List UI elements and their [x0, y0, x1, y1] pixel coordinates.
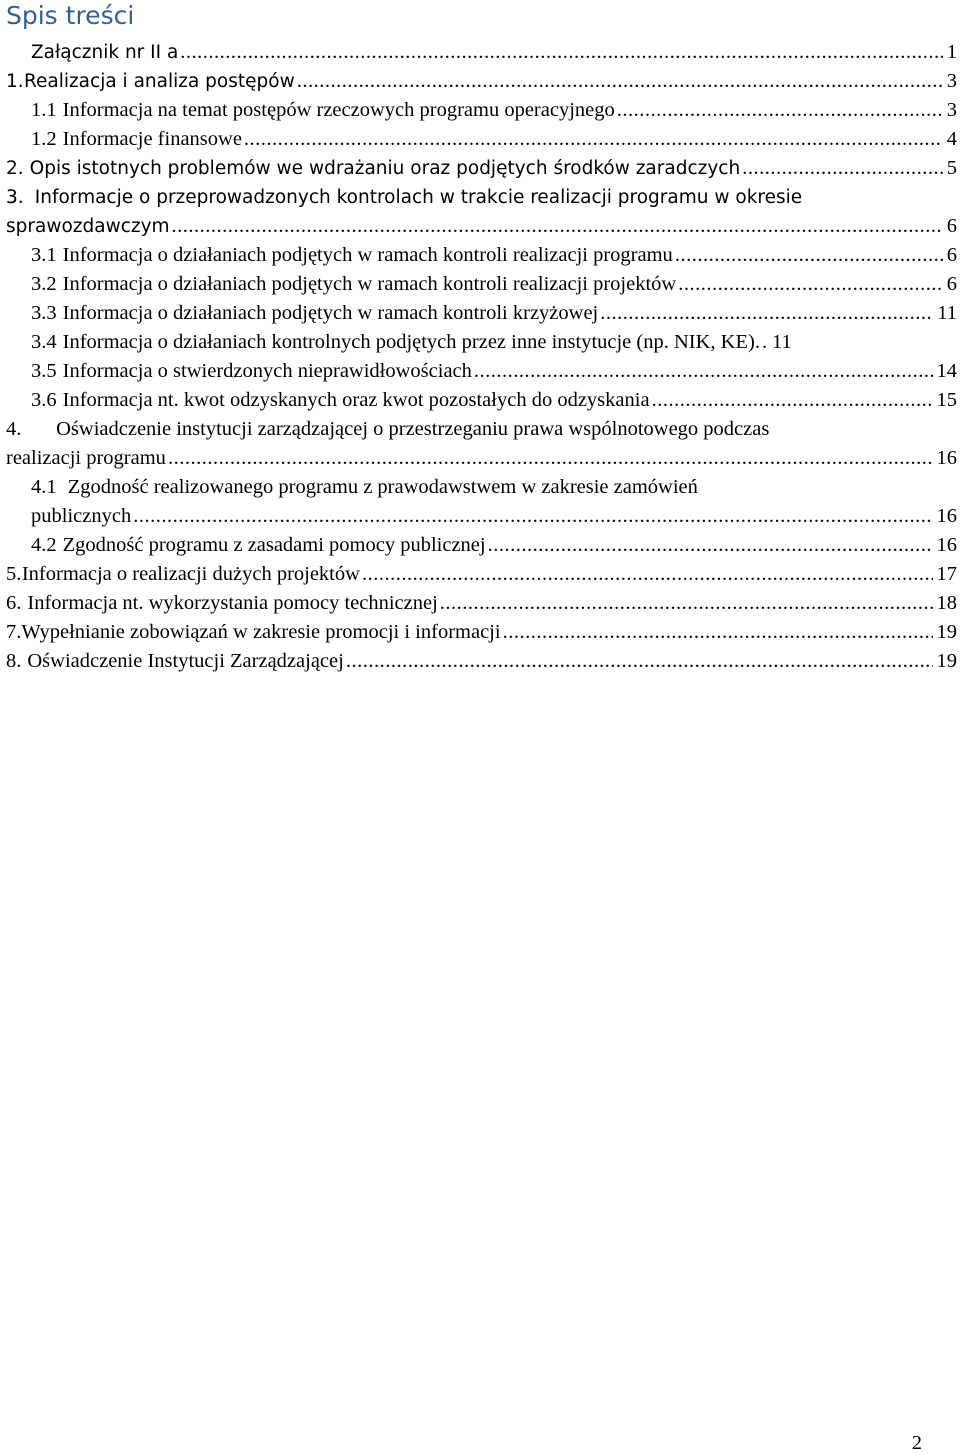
toc-entry-number: 6. [6, 592, 22, 614]
toc-leader-dots [440, 589, 933, 618]
toc-entry-1-1[interactable] [0, 96, 960, 125]
toc-leader-dots [172, 212, 943, 241]
toc-entry-number: 8. [6, 650, 22, 672]
toc-entry-number: 4.2 [31, 534, 57, 556]
toc-entry-number: 1.1 [31, 99, 57, 121]
toc-leader-dots [180, 38, 942, 67]
toc-leader-dots [168, 444, 933, 473]
toc-entry-text: Informacje finansowe [62, 128, 242, 150]
toc-leader-dots [652, 386, 933, 415]
footer-page-number: 2 [911, 1432, 922, 1454]
toc-entry-text: Wypełnianie zobowiązań w zakresie promocji i informacji [21, 621, 501, 643]
toc-entry-2[interactable] [0, 154, 960, 183]
toc-entry-3[interactable] [0, 183, 960, 241]
toc-entry-number: 7. [6, 621, 22, 643]
toc-leader-dots [600, 299, 933, 328]
toc-leader-dots [742, 154, 943, 183]
toc-entry-7[interactable] [0, 618, 960, 647]
toc-page-number: 16 [936, 505, 957, 527]
toc-entry-number: 3.2 [31, 273, 57, 295]
toc-entry-number: 4.1 [31, 476, 57, 498]
toc-page-number: 3 [946, 70, 957, 92]
toc-leader-dots [488, 531, 933, 560]
toc-leader-dots [297, 67, 943, 96]
toc-leader-dots [362, 560, 933, 589]
toc-entry-number: 3.5 [31, 360, 57, 382]
toc-entry-text: Realizacja i analiza postępów [23, 71, 295, 92]
toc-entry-text: Informacja nt. wykorzystania pomocy technicznej [27, 592, 438, 614]
toc-entry-text: Informacja o działaniach podjętych w ramach kontroli realizacji projektów [62, 273, 677, 295]
toc-entry-3-2[interactable] [0, 270, 960, 299]
toc-page-number: 3 [946, 99, 957, 121]
toc-page-number: 1 [946, 41, 957, 63]
toc-entry-text: Informacja o działaniach kontrolnych podjętych przez inne instytucje (np. NIK, KE). [62, 331, 760, 353]
toc-entry-text: Informacja o działaniach podjętych w ramach kontroli realizacji programu [62, 244, 673, 266]
toc-entry-text: Informacje o przeprowadzonych kontrolach w trakcie realizacji programu w okresie [34, 187, 803, 208]
toc-entry-number: 4. [6, 418, 22, 440]
toc-leader-dots [133, 502, 932, 531]
toc-page-number: 16 [936, 534, 957, 556]
toc-page-number: 16 [936, 447, 957, 469]
toc-entry-3-5[interactable] [0, 357, 960, 386]
toc-entry-6[interactable] [0, 589, 960, 618]
toc-page-number: 11 [937, 302, 957, 324]
toc-entry-annex[interactable] [0, 38, 960, 67]
toc-page-number: 6 [946, 215, 957, 237]
toc-entry-text: Oświadczenie instytucji zarządzającej o przestrzeganiu prawa wspólnotowego podczas [56, 418, 770, 440]
toc-page-number: 15 [936, 389, 957, 411]
toc-entry-8[interactable] [0, 647, 960, 676]
toc-entry-3-3[interactable] [0, 299, 960, 328]
toc-entry-text: Informacja nt. kwot odzyskanych oraz kwot pozostałych do odzyskania [62, 389, 650, 411]
toc-entry-text-continued: publicznych [31, 505, 132, 527]
toc-entry-text: Opis istotnych problemów we wdrażaniu oraz podjętych środków zaradczych [29, 158, 741, 179]
toc-page-number: 19 [936, 621, 957, 643]
toc-entry-4-1[interactable] [0, 473, 960, 531]
toc-page-number: 5 [946, 157, 957, 179]
toc-entry-number: 3. [6, 187, 24, 208]
toc-entry-4-2[interactable] [0, 531, 960, 560]
toc-entry-number: 3.1 [31, 244, 57, 266]
toc-entry-number: 3.6 [31, 389, 57, 411]
toc-leader-dots [474, 357, 933, 386]
toc-entry-text: Informacja na temat postępów rzeczowych programu operacyjnego [62, 99, 615, 121]
toc-page-number: 17 [936, 563, 957, 585]
toc-entry-text-continued: realizacji programu [6, 447, 166, 469]
toc-leader-dots [244, 125, 943, 154]
toc-entry-number: 5. [6, 563, 22, 585]
toc-page-number: 18 [936, 592, 957, 614]
toc-entry-number: 1. [6, 71, 24, 92]
toc-leader-dots [503, 618, 933, 647]
toc-entry-3-1[interactable] [0, 241, 960, 270]
toc-entry-text: Informacja o działaniach podjętych w ramach kontroli krzyżowej [62, 302, 599, 324]
toc-leader-dots [678, 270, 943, 299]
toc-page-number: 4 [946, 128, 957, 150]
toc-entry-3-4[interactable] [0, 328, 960, 357]
toc-leader-dots [675, 241, 943, 270]
toc-entry-text: Informacja o stwierdzonych nieprawidłowościach [62, 360, 472, 382]
toc-entry-5[interactable] [0, 560, 960, 589]
toc-entry-number: 2. [6, 158, 24, 179]
toc-leader-dots [762, 328, 768, 357]
toc-entry-number: 3.3 [31, 302, 57, 324]
page-title: Spis treści [6, 1, 135, 30]
toc-entry-4[interactable] [0, 415, 960, 473]
toc-entry-1-2[interactable] [0, 125, 960, 154]
toc-entry-number: 1.2 [31, 128, 57, 150]
table-of-contents [0, 38, 960, 676]
toc-page-number: 19 [936, 650, 957, 672]
toc-entry-text: Informacja o realizacji dużych projektów [21, 563, 360, 585]
toc-entry-3-6[interactable] [0, 386, 960, 415]
toc-leader-dots [346, 647, 933, 676]
toc-page-number: 11 [771, 331, 792, 353]
toc-page-number: 14 [936, 360, 957, 382]
toc-entry-number: 3.4 [31, 331, 57, 353]
toc-page-number: 6 [946, 244, 957, 266]
toc-leader-dots [617, 96, 943, 125]
toc-entry-text: Oświadczenie Instytucji Zarządzającej [27, 650, 344, 672]
toc-entry-1[interactable] [0, 67, 960, 96]
toc-entry-text-continued: sprawozdawczym [6, 216, 170, 237]
toc-entry-text: Załącznik nr II a [31, 42, 179, 63]
toc-entry-text: Zgodność realizowanego programu z prawodawstwem w zakresie zamówień [67, 476, 698, 498]
toc-page-number: 6 [946, 273, 957, 295]
toc-entry-text: Zgodność programu z zasadami pomocy publicznej [62, 534, 486, 556]
